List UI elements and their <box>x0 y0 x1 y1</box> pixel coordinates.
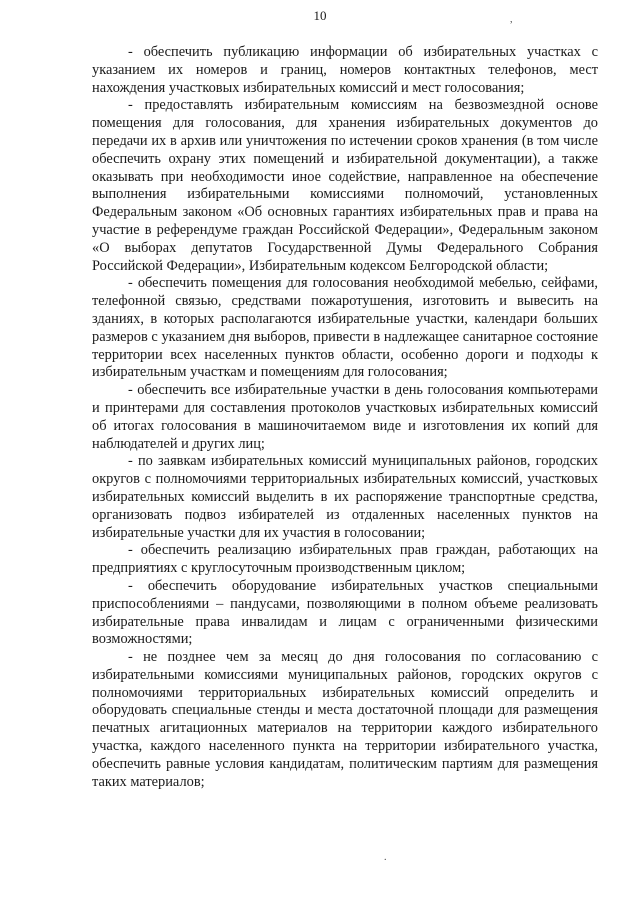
paragraph-furniture: - обеспечить помещения для голосования необходимой мебелью, сейфами, телефонной связью, средствами пожаротушения, изготовить и вывесить на зданиях, в которых располагаются избирательные участки, календари больших размеров с указанием дня выборов, привести в надлежащее санитарное состояние территории всех населенных пунктов области, особенно дороги и подходы к избирательным участкам и помещениям для голосования; <box>92 275 598 381</box>
scan-speck-bottom: . <box>384 852 387 863</box>
paragraph-round-the-clock: - обеспечить реализацию избирательных прав граждан, работающих на предприятиях с круглосуточным производственным циклом; <box>92 542 598 577</box>
paragraph-transport: - по заявкам избирательных комиссий муниципальных районов, городских округов с полномочиями территориальных избирательных комиссий, участковых избирательных комиссий выделить в их распоряжение транспортные средства, организовать подвоз избирателей из отдаленных населенных пунктов на избирательные участки для их участия в голосовании; <box>92 453 598 541</box>
paragraph-premises: - предоставлять избирательным комиссиям на безвозмездной основе помещения для голосования, для хранения избирательных документов до передачи их в архив или уничтожения по истечении сроков хранения (в том числе обеспечить охрану этих помещений и избирательной документации), а также оказывать при необходимости иное содействие, направленное на обеспечение выполнения избирательными комиссиями полномочий, установленных Федеральным законом «Об основных гарантиях избирательных прав и права на участие в референдуме граждан Российской Федерации», Федеральным законом «О выборах депутатов Государственной Думы Федерального Собрания Российской Федерации», Избирательным кодексом Белгородской области; <box>92 97 598 274</box>
scan-speck: , <box>510 14 513 25</box>
page-number: 10 <box>313 8 327 23</box>
paragraph-publication: - обеспечить публикацию информации об избирательных участках с указанием их номеров и границ, номеров контактных телефонов, мест нахождения участковых избирательных комиссий и мест голосования; <box>92 44 598 96</box>
paragraph-stands: - не позднее чем за месяц до дня голосования по согласованию с избирательными комиссиями муниципальных районов, городских округов с полномочиями территориальных избирательных комиссий определить и оборудовать специальные стенды и места достаточной площади для размещения печатных агитационных материалов на территории каждого избирательного участка, каждого населенного пункта на территории избирательного участка, обеспечить равные условия кандидатам, политическим партиям для размещения таких материалов; <box>92 649 598 790</box>
paragraph-computers: - обеспечить все избирательные участки в день голосования компьютерами и принтерами для составления протоколов участковых избирательных комиссий об итогах голосования в машиночитаемом виде и изготовления их копий для наблюдателей и других лиц; <box>92 382 598 452</box>
paragraph-ramps: - обеспечить оборудование избирательных участков специальными приспособлениями – пандусами, позволяющими в полном объеме реализовать избирательные права инвалидам и лицам с ограниченными физическими возможностями; <box>92 577 598 648</box>
document-body <box>92 44 598 791</box>
